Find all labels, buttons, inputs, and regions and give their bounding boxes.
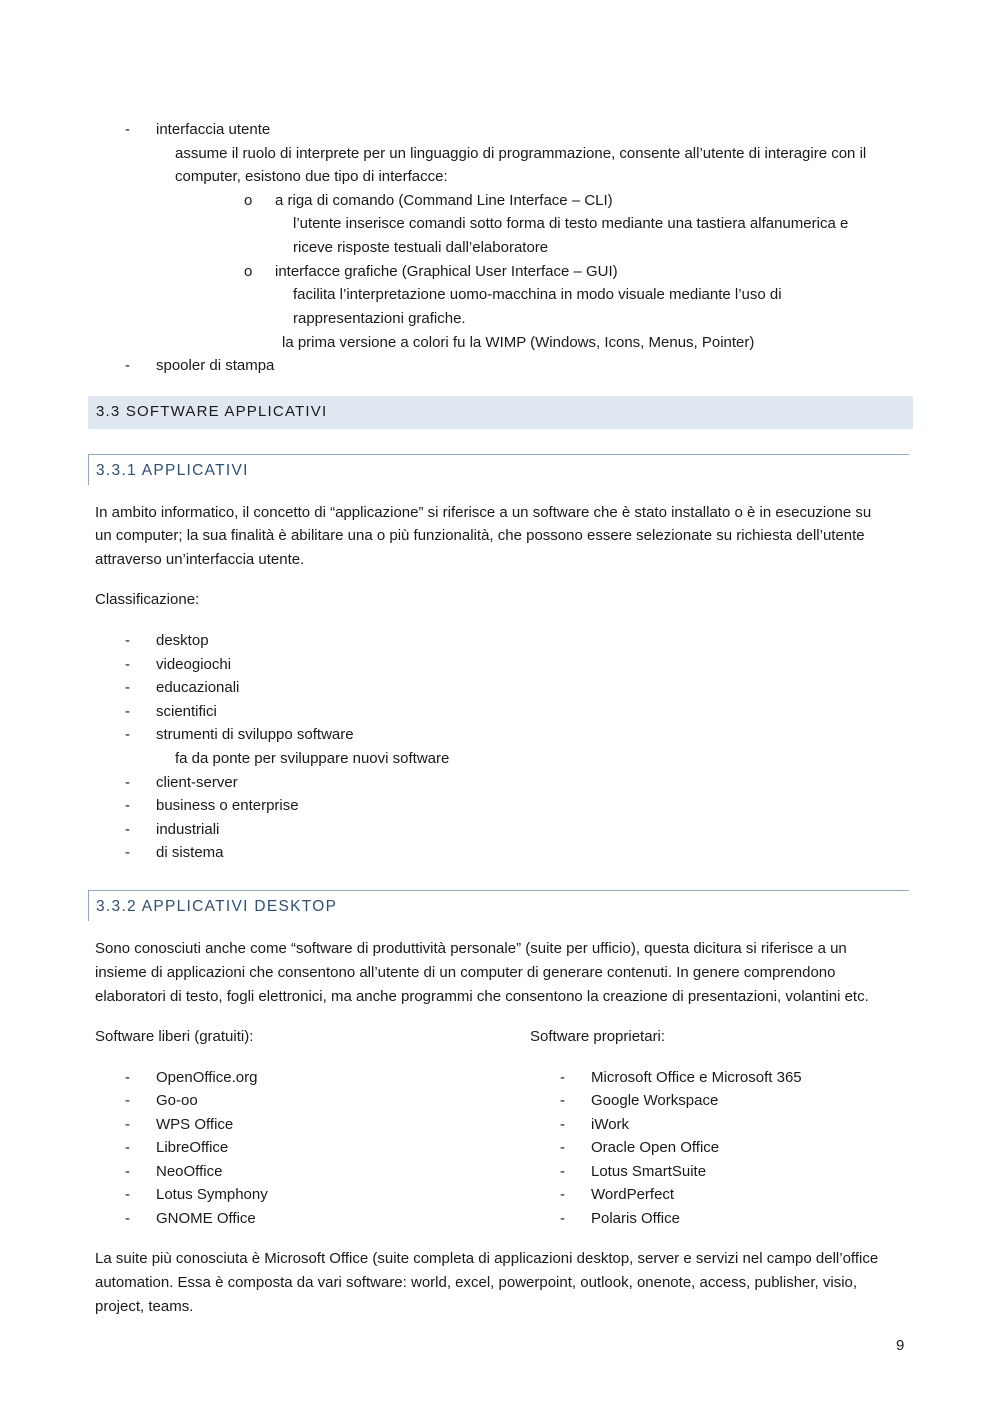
list-item: NeoOffice bbox=[156, 1163, 223, 1180]
list-dash: - bbox=[560, 1139, 565, 1156]
subsection-heading-3-3-1 bbox=[88, 454, 909, 485]
sublist-item-gui: interfacce grafiche (Graphical User Interface – GUI) bbox=[275, 263, 618, 280]
list-item: client-server bbox=[156, 774, 238, 791]
subsection-title: 3.3.1 APPLICATIVI bbox=[96, 462, 249, 479]
list-item: Go-oo bbox=[156, 1092, 198, 1109]
list-dash: - bbox=[125, 774, 130, 791]
paragraph-line: attraverso un’interfaccia utente. bbox=[95, 551, 305, 568]
sublist-item-description: facilita l’interpretazione uomo-macchina in modo visuale mediante l’uso di bbox=[293, 286, 782, 303]
list-item: Polaris Office bbox=[591, 1210, 680, 1227]
list-item: scientifici bbox=[156, 703, 217, 720]
paragraph-line: insieme di applicazioni che consentono all’utente di un computer di generare contenuti. In genere comprendono bbox=[95, 964, 836, 981]
paragraph-line: un computer; la sua finalità è abilitare una o più funzionalità, che possono essere selezionate su richiesta dell’utente bbox=[95, 527, 865, 544]
list-dash: - bbox=[125, 1163, 130, 1180]
list-item: iWork bbox=[591, 1116, 630, 1133]
sublist-bullet: o bbox=[244, 263, 253, 280]
sublist-item-description: l’utente inserisce comandi sotto forma di testo mediante una tastiera alfanumerica e bbox=[293, 215, 849, 232]
list-dash: - bbox=[125, 703, 130, 720]
list-dash: - bbox=[125, 121, 130, 138]
list-item: business o enterprise bbox=[156, 797, 299, 814]
list-item: Oracle Open Office bbox=[591, 1139, 720, 1156]
sublist-item-cli: a riga di comando (Command Line Interface – CLI) bbox=[275, 192, 613, 209]
list-dash: - bbox=[125, 1139, 130, 1156]
list-dash: - bbox=[560, 1210, 565, 1227]
list-item-description: assume il ruolo di interprete per un linguaggio di programmazione, consente all’utente di interagire con il bbox=[175, 145, 867, 162]
list-dash: - bbox=[125, 797, 130, 814]
free-software-label: Software liberi (gratuiti): bbox=[95, 1028, 254, 1045]
list-item: GNOME Office bbox=[156, 1210, 256, 1227]
paragraph-line: Sono conosciuti anche come “software di produttività personale” (suite per ufficio), questa dicitura si riferisce a un bbox=[95, 940, 847, 957]
paragraph-line: elaboratori di testo, fogli elettronici, ma anche programmi che consentono la creazione di presentazioni, volantini etc. bbox=[95, 988, 869, 1005]
list-dash: - bbox=[125, 821, 130, 838]
list-item: Lotus SmartSuite bbox=[591, 1163, 707, 1180]
sublist-item-description: rappresentazioni grafiche. bbox=[293, 310, 466, 327]
list-dash: - bbox=[125, 1210, 130, 1227]
list-dash: - bbox=[125, 1069, 130, 1086]
list-dash: - bbox=[125, 844, 130, 861]
list-item: WPS Office bbox=[156, 1116, 234, 1133]
paragraph-line: automation. Essa è composta da vari software: world, excel, powerpoint, outlook, onenote, access, publisher, visio, bbox=[95, 1274, 858, 1291]
subsection-title: 3.3.2 APPLICATIVI DESKTOP bbox=[96, 898, 338, 915]
list-item: Microsoft Office e Microsoft 365 bbox=[591, 1069, 802, 1086]
list-item: industriali bbox=[156, 821, 220, 838]
list-dash: - bbox=[560, 1163, 565, 1180]
list-dash: - bbox=[560, 1116, 565, 1133]
list-dash: - bbox=[560, 1186, 565, 1203]
sublist-bullet: o bbox=[244, 192, 253, 209]
list-dash: - bbox=[125, 357, 130, 374]
list-item-description: computer, esistono due tipo di interfacce: bbox=[175, 168, 448, 185]
sublist-item-note: la prima versione a colori fu la WIMP (Windows, Icons, Menus, Pointer) bbox=[282, 334, 755, 351]
subsection-heading-3-3-2 bbox=[88, 890, 909, 921]
list-dash: - bbox=[125, 1116, 130, 1133]
list-dash: - bbox=[125, 679, 130, 696]
list-item: desktop bbox=[156, 632, 209, 649]
section-heading-3-3 bbox=[88, 396, 913, 429]
paragraph-line: project, teams. bbox=[95, 1298, 194, 1315]
proprietary-software-label: Software proprietari: bbox=[530, 1028, 666, 1045]
list-item: WordPerfect bbox=[591, 1186, 675, 1203]
list-item: OpenOffice.org bbox=[156, 1069, 258, 1086]
list-dash: - bbox=[560, 1092, 565, 1109]
list-dash: - bbox=[125, 656, 130, 673]
list-item-description: fa da ponte per sviluppare nuovi software bbox=[175, 750, 450, 767]
list-dash: - bbox=[125, 1092, 130, 1109]
list-item: Google Workspace bbox=[591, 1092, 719, 1109]
list-item: educazionali bbox=[156, 679, 240, 696]
classification-label: Classificazione: bbox=[95, 591, 200, 608]
list-dash: - bbox=[125, 1186, 130, 1203]
sublist-item-description: riceve risposte testuali dall’elaboratore bbox=[293, 239, 549, 256]
list-dash: - bbox=[125, 726, 130, 743]
list-item: Lotus Symphony bbox=[156, 1186, 268, 1203]
page-number: 9 bbox=[896, 1337, 905, 1354]
list-item: strumenti di sviluppo software bbox=[156, 726, 354, 743]
list-item-spooler: spooler di stampa bbox=[156, 357, 275, 374]
list-dash: - bbox=[560, 1069, 565, 1086]
list-item: di sistema bbox=[156, 844, 224, 861]
list-dash: - bbox=[125, 632, 130, 649]
paragraph-line: In ambito informatico, il concetto di “applicazione” si riferisce a un software che è stato installato o è in esecuzione su bbox=[95, 504, 872, 521]
list-item-interfaccia-utente: interfaccia utente bbox=[156, 121, 271, 138]
list-item: videogiochi bbox=[156, 656, 232, 673]
section-title: 3.3 SOFTWARE APPLICATIVI bbox=[96, 403, 328, 420]
paragraph-line: La suite più conosciuta è Microsoft Office (suite completa di applicazioni desktop, server e servizi nel campo dell’office bbox=[95, 1250, 879, 1267]
list-item: LibreOffice bbox=[156, 1139, 229, 1156]
